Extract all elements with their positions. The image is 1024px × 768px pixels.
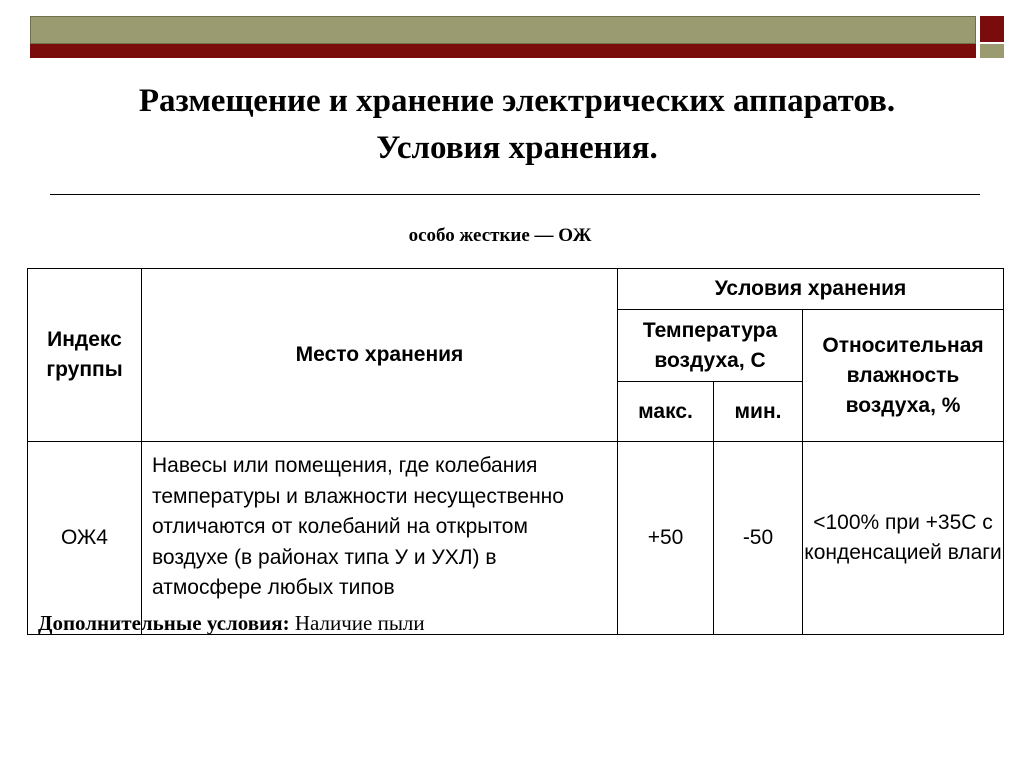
header-storage-conditions: Условия хранения (618, 269, 1004, 310)
corner-square-maroon (980, 16, 1004, 42)
table-row (28, 442, 1004, 635)
header-air-temperature: Температура воздуха, С (618, 310, 803, 382)
header-temp-min: мин. (714, 382, 803, 442)
slide-title-line-1: Размещение и хранение электрических аппаратов. (138, 83, 896, 119)
note-value: Наличие пыли (289, 611, 425, 635)
storage-conditions-table (27, 268, 1004, 635)
header-temp-max: макс. (618, 382, 714, 442)
cell-group: ОЖ4 (28, 442, 142, 635)
header-relative-humidity: Относительная влажность воздуха, % (803, 310, 1004, 442)
title-divider (50, 194, 980, 195)
slide-title (0, 78, 1024, 172)
cell-storage-place (142, 442, 618, 635)
cell-temp-min: -50 (714, 442, 803, 635)
slide-title-line-2: Условия хранения. (376, 130, 658, 166)
climate-category-caption: особо жесткие — ОЖ (408, 225, 592, 246)
header-storage-place: Место хранения (142, 269, 618, 442)
cell-humidity: <100% при +35С с конденсацией влаги (803, 442, 1004, 635)
header-group-index: Индекс группы (28, 269, 142, 442)
note-label: Дополнительные условия: (38, 611, 290, 635)
corner-square-olive (980, 44, 1004, 58)
storage-place-text: Навесы или помещения, где колебания температуры и влажности несущественно отличаются от колебаний на открытом воздухе (в районах типа У и УХЛ) в атмосфере любых типов (152, 454, 564, 599)
header-band-maroon (30, 44, 976, 58)
header-band-olive (30, 16, 976, 44)
cell-temp-max: +50 (618, 442, 714, 635)
additional-conditions-note (38, 611, 425, 636)
